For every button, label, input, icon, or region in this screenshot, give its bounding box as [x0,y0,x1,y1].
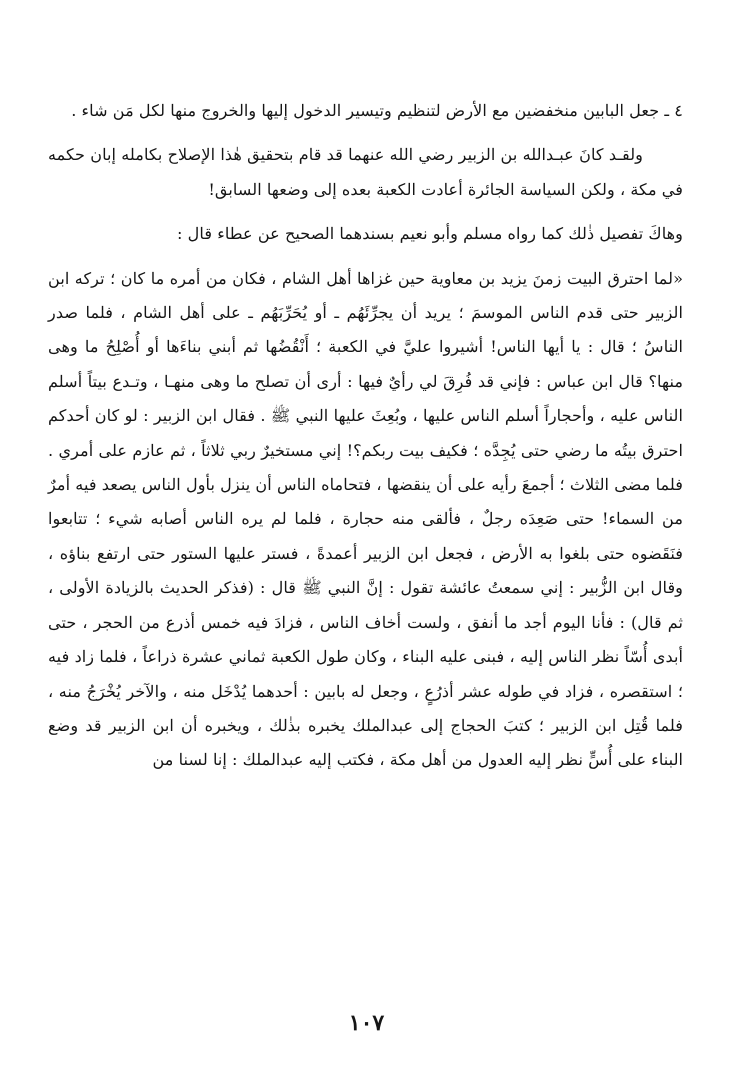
paragraph-door-renovation: ٤ ـ جعل البابين منخفضين مع الأرض لتنظيم وتيسير الدخول إليها والخروج منها لكل مَن شاء . [71,101,683,120]
page-number: ١٠٧ [348,1010,385,1036]
paragraph-narration-intro: وهاكَ تفصيل ذٰلك كما رواه مسلم وأبو نعيم بسندهما الصحيح عن عطاء قال : [177,224,683,244]
paragraph-hadith-quote: «لما احترق البيت زمنَ يزيد بن معاوية حين غزاها أهل الشام ، فكان من أمره ما كان ؛ تركه ابن الزبير حتى قدم الناس الموسمَ ؛ يريد أن يجرِّئَهُم ـ أو يُحَرِّبَهُم ـ على أهل الشام ، فلما صدر الناسُ ؛ قال : يا أيها الناس! أشيروا عليَّ في الكعبة ؛ أَنْقُضُها ثم أبني بناءَها أو أُصْلِحُ ما وهى منها؟ قال ابن عباس : فإني قد فُرِقَ لي رأيٌ فيها : أرى أن تصلح ما وهى منهـا ، وتـدع بيتاً أسلم الناس عليه ، وأحجاراً أسلم الناس عليها ، وبُعِثَ عليها النبي ﷺ . فقال ابن الزبير : لو كان أحدكم احترق بيتُه ما رضي حتى يُجِدَّه ؛ فكيف بيت ربكم؟! إني مستخيرٌ ربي ثلاثاً ، ثم عازم على أمري . فلما مضى الثلاث ؛ أجمعَ رأيه على أن ينقضها ، فتحاماه الناس أن ينزل بأول الناس يصعد فيه أمرٌ من السماء! حتى صَعِدَه رجلٌ ، فألقى منه حجارة ، فلما لم يره الناس أصابه شيء ؛ تتابعوا فنَقَضوه حتى بلغوا به الأرض ، فجعل ابن الزبير أعمدةً ، فستر عليها الستور حتى ارتفع بناؤه ، وقال ابن الزُّبير : إني سمعتُ عائشة تقول : إنَّ النبي ﷺ قال : (فذكر الحديث بالزيادة الأولى ، ثم قال) : فأنا اليوم أجد ما أنفق ، ولست أخاف الناس ، فزادَ فيه خمس أذرع من الحجر ، حتى أبدى أُسّاً نظر الناس إليه ، فبنى عليه البناء ، وكان طول الكعبة ثماني عشرة ذراعاً ، فلما زاد فيه ؛ استقصره ، فزاد في طوله عشر أذرُعٍ ، وجعل له بابين : أحدهما يُدْخَل منه ، والآخر يُخْرَجُ منه ، فلما قُتِل ابن الزبير ؛ كتبَ الحجاج إلى عبدالملك يخبره بذٰلك ، ويخبره أن ابن الزبير قد وضع البناء على أُسٍّ نظر إليه العدول من أهل مكة ، فكتب إليه عبدالملك : إنا لسنا من [48,268,683,770]
paragraph-ibn-zubayr-reform: ولقـد كانَ عبـدالله بن الزبير رضي الله عنهما قد قام بتحقيق هٰذا الإصلاح بكامله إبان حكمه في مكة ، ولكن السياسة الجائرة أعادت الكعبة بعده إلى وضعها السابق! [48,145,683,199]
page-body-text [48,94,683,778]
